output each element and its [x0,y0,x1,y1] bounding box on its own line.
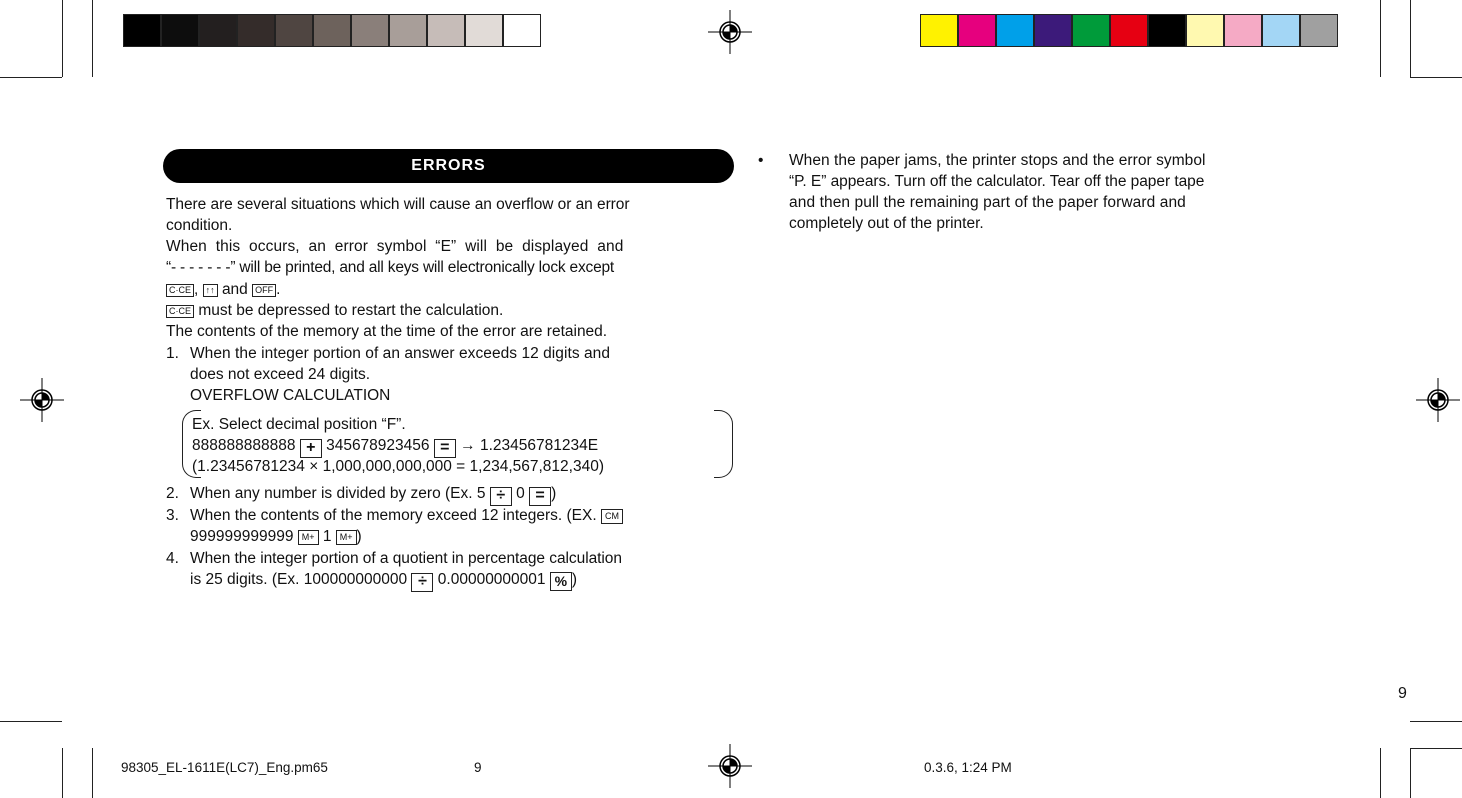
crop-mark [0,721,62,722]
cm-key: CM [601,509,623,524]
equals-key: = [434,439,456,458]
paragraph-line: The contents of the memory at the time of the error are retained. [166,323,608,340]
color-swatch [123,14,161,47]
color-swatch [465,14,503,47]
registration-target-icon [1416,378,1460,422]
color-swatch [996,14,1034,47]
list-item-line: When the integer portion of an answer exceeds 12 digits and [190,345,610,362]
registration-target-icon [708,744,752,788]
example-line [192,435,598,458]
color-swatch [1034,14,1072,47]
paragraph-line: condition. [166,217,233,234]
paragraph-line: “- - - - - - -” will be printed, and all keys will electronically lock except [166,259,615,276]
color-swatch [958,14,996,47]
list-item-line [190,526,362,547]
text-fragment: must be depressed to restart the calculation. [198,302,504,319]
color-swatch [1300,14,1338,47]
paragraph-line: When this occurs, an error symbol “E” will be displayed and [166,238,624,255]
crop-mark [1410,0,1411,77]
list-item-line [190,569,577,592]
crop-mark [1410,748,1462,749]
color-swatch [427,14,465,47]
list-item-line: does not exceed 24 digits. [190,366,371,383]
crop-mark [92,748,93,798]
page-number: 9 [1398,685,1407,702]
color-swatch [199,14,237,47]
color-swatch [237,14,275,47]
list-item-line: OVERFLOW CALCULATION [190,387,391,404]
example-bracket-right [714,410,733,478]
text-fragment: ) [571,571,578,588]
list-number: 3. [166,507,179,524]
footer-filename: 98305_EL-1611E(LC7)_Eng.pm65 [121,760,328,775]
paragraph-line: There are several situations which will cause an overflow or an error [166,196,630,213]
list-number: 1. [166,345,179,362]
list-number: 2. [166,485,179,502]
color-swatch [161,14,199,47]
bullet: • [758,152,764,169]
color-swatch [503,14,541,47]
crop-mark [1380,0,1381,77]
text-fragment: and [221,281,248,298]
grayscale-bar [123,14,541,47]
color-swatch [1110,14,1148,47]
list-item-line [190,505,623,526]
registration-target-icon [708,10,752,54]
example-line: (1.23456781234 × 1,000,000,000,000 = 1,234,567,812,340) [192,458,604,475]
example-line: Ex. Select decimal position “F”. [192,416,406,433]
footer-page: 9 [474,760,482,775]
crop-mark [62,748,63,798]
plus-key: + [300,439,322,458]
paragraph-line: completely out of the printer. [789,215,984,232]
list-item-line: When the integer portion of a quotient in percentage calculation [190,550,622,567]
list-number: 4. [166,550,179,567]
color-bar [920,14,1338,47]
paragraph-line: and then pull the remaining part of the paper forward and [789,194,1186,211]
text-fragment: → 1.23456781234E [460,437,599,454]
paragraph-line: When the paper jams, the printer stops and the error symbol [789,152,1206,169]
paragraph-line [166,279,280,300]
crop-mark [1410,721,1462,722]
text-fragment: , [194,281,199,298]
text-fragment: 345678923456 [326,437,430,454]
color-swatch [275,14,313,47]
crop-mark [1410,77,1462,78]
crop-mark [62,0,63,77]
text-fragment: When any number is divided by zero (Ex. 5 [190,485,486,502]
color-swatch [1262,14,1300,47]
m-plus-key: M+ [298,530,319,545]
list-item-line [190,483,556,506]
color-swatch [351,14,389,47]
off-key: OFF [252,284,276,297]
divide-key: ÷ [490,487,512,506]
m-plus-key: M+ [336,530,357,545]
color-swatch [1224,14,1262,47]
color-swatch [920,14,958,47]
cce-key: C·CE [166,305,194,318]
text-fragment: ) [356,528,362,545]
text-fragment: 0.00000000001 [437,571,546,588]
color-swatch [1148,14,1186,47]
percent-key: % [550,572,572,591]
color-swatch [389,14,427,47]
text-fragment: ) [551,485,557,502]
cce-key: C·CE [166,284,194,297]
crop-mark [1380,748,1381,798]
divide-key: ÷ [411,573,433,592]
paragraph-line: “P. E” appears. Turn off the calculator. Tear off the paper tape [789,173,1205,190]
paper-feed-key: ↑↑ [203,284,218,297]
crop-mark [92,0,93,77]
text-fragment: 888888888888 [192,437,296,454]
footer-timestamp: 0.3.6, 1:24 PM [924,760,1012,775]
color-swatch [1072,14,1110,47]
text-fragment: . [276,281,281,298]
crop-mark [1410,748,1411,798]
section-title: ERRORS [411,157,486,174]
text-fragment: is 25 digits. (Ex. 100000000000 [190,571,408,588]
text-fragment: 999999999999 [190,528,294,545]
registration-target-icon [20,378,64,422]
text-fragment: 1 [322,528,332,545]
color-swatch [313,14,351,47]
color-swatch [1186,14,1224,47]
text-fragment: When the contents of the memory exceed 12 integers. (EX. [190,507,597,524]
text-fragment: 0 [516,485,525,502]
crop-mark [0,77,62,78]
paragraph-line [166,300,503,321]
section-header [163,149,734,183]
equals-key: = [529,487,551,506]
